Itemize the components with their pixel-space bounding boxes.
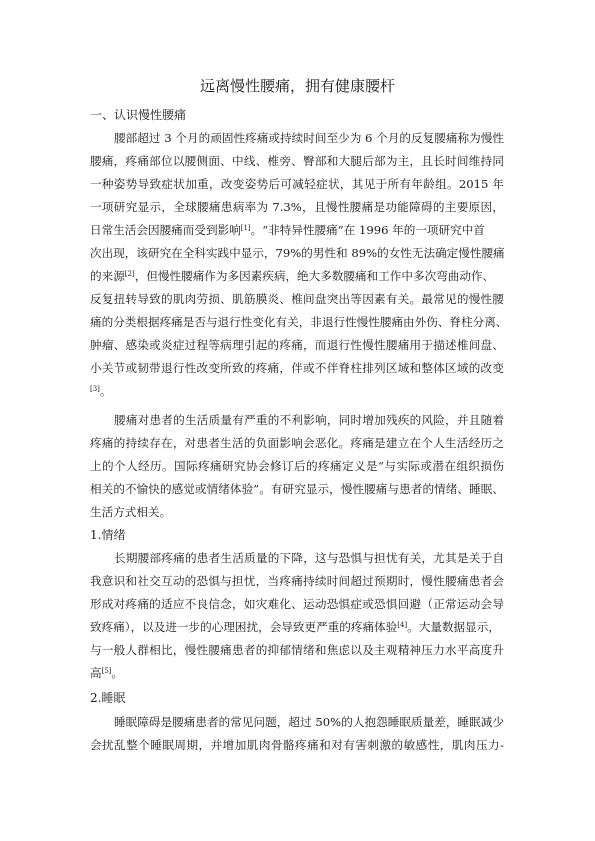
section-heading-emotion: 1.情绪 [90, 528, 126, 542]
paragraph-line: 肿瘤、感染或炎症过程等病理引起的疼痛，而退行性慢性腰痛用于描述椎间盘、 [90, 338, 504, 352]
citation-ref: [4] [397, 621, 408, 629]
paragraph-line: 次出现，该研究在全科实践中显示，79%的男性和 89%的女性无法确定慢性腰痛 [90, 246, 505, 260]
paragraph-line: 高[5]。 [90, 666, 124, 680]
paragraph-line: 的来源[2]，但慢性腰痛作为多因素疾病，绝大多数腰痛和工作中多次弯曲动作、 [90, 269, 495, 283]
paragraph-line: 会扰乱整个睡眠周期，并增加肌肉骨骼疼痛和对有害刺激的敏感性，肌肉压力- [90, 738, 504, 752]
paragraph-line: 生活方式相关。 [90, 505, 172, 519]
paragraph-line: 一项研究显示，全球腰痛患病率为 7.3%，且慢性腰痛是功能障碍的主要原因， [90, 200, 504, 214]
paragraph-line: 腰部超过 3 个月的顽固性疼痛或持续时间至少为 6 个月的反复腰痛称为慢性 [114, 131, 504, 145]
paragraph-line: 反复扭转导致的肌肉劳损、肌筋膜炎、椎间盘突出等因素有关。最常见的慢性腰 [90, 292, 504, 306]
paragraph-line: 日常生活会因腰痛而受到影响[1]。“非特异性腰痛”在 1996 年的一项研究中首 [90, 223, 485, 237]
paragraph-line: 小关节或韧带退行性改变所致的疼痛，伴或不伴脊柱排列区域和整体区域的改变 [90, 361, 504, 375]
paragraph-line: [3]。 [90, 384, 112, 398]
section-heading-understanding: 一、认识慢性腰痛 [90, 108, 187, 122]
paragraph-line: 腰痛对患者的生活质量有严重的不利影响，同时增加残疾的风险，并且随着 [114, 413, 504, 427]
paragraph-line: 致疼痛），以及进一步的心理困扰，会导致更严重的疼痛体验[4]。大量数据显示， [90, 620, 500, 634]
citation-ref: [5] [101, 667, 112, 675]
citation-ref: [1] [240, 224, 251, 232]
paragraph-line: 与一般人群相比，慢性腰痛患者的抑郁情绪和焦虑以及主观精神压力水平高度升 [90, 643, 504, 657]
section-heading-sleep: 2.睡眠 [90, 691, 126, 705]
citation-ref: [3] [90, 385, 100, 393]
paragraph-line: 形成对疼痛的适应不良信念，如灾难化、运动恐惧症或恐惧回避（正常运动会导 [90, 597, 504, 611]
paragraph-line: 一种姿势导致症状加重，改变姿势后可减轻症状，其见于所有年龄组。2015 年 [90, 177, 504, 191]
paragraph-line: 我意识和社交互动的恐惧与担忧，当疼痛持续时间超过预期时，慢性腰痛患者会 [90, 574, 504, 588]
paragraph-line: 长期腰部疼痛的患者生活质量的下降，这与恐惧与担忧有关，尤其是关于自 [114, 551, 504, 565]
paragraph-line: 腰痛，疼痛部位以腰侧面、中线、椎旁、臀部和大腿后部为主，且长时间维持同 [90, 154, 504, 168]
document-title: 远离慢性腰痛，拥有健康腰杆 [199, 77, 395, 95]
paragraph-line: 痛的分类根据疼痛是否与退行性变化有关，非退行性慢性腰痛由外伤、脊柱分离、 [90, 315, 508, 329]
paragraph-line: 睡眠障碍是腰痛患者的常见问题，超过 50%的人抱怨睡眠质量差，睡眠减少 [114, 715, 504, 729]
citation-ref: [2] [124, 270, 135, 278]
paragraph-line: 上的个人经历。国际疼痛研究协会修订后的疼痛定义是“与实际或潜在组织损伤 [90, 459, 504, 473]
paragraph-line: 相关的不愉快的感觉或情绪体验”。有研究显示，慢性腰痛与患者的情绪、睡眠、 [90, 482, 504, 496]
paragraph-line: 疼痛的持续存在，对患者生活的负面影响会恶化。疼痛是建立在个人生活经历之 [90, 436, 504, 450]
